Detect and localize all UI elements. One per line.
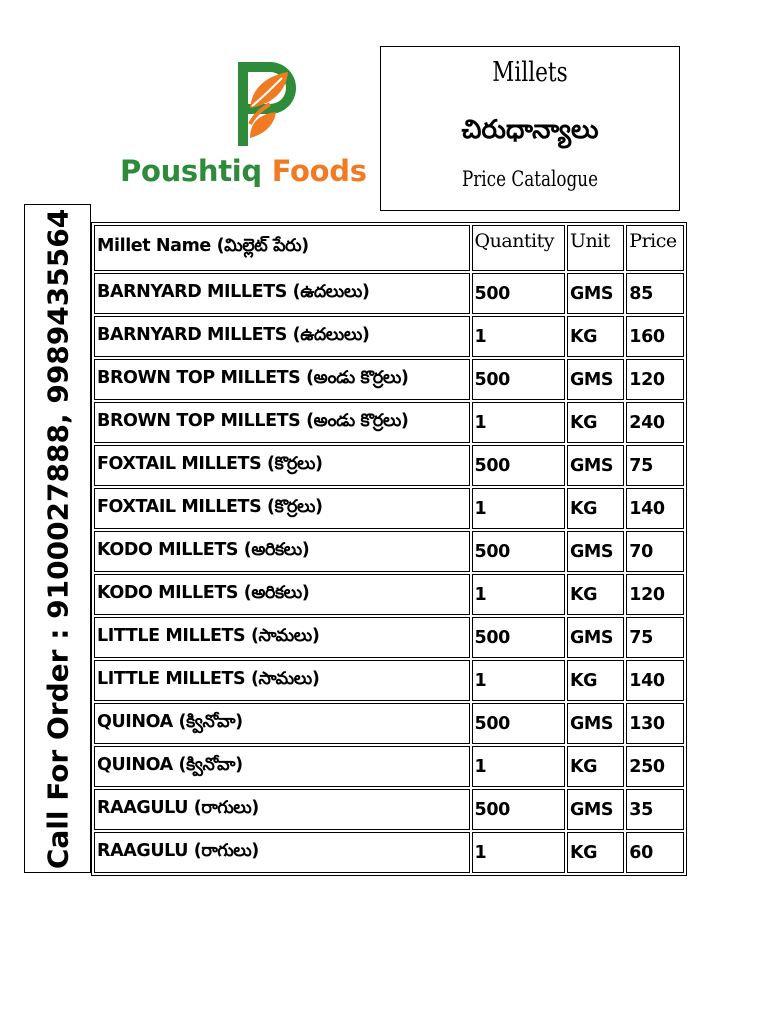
cell-unit: GMS xyxy=(567,273,624,314)
cell-millet-name: KODO MILLETS (అరికలు) xyxy=(94,531,470,572)
cell-millet-name: BROWN TOP MILLETS (అండు కొర్రలు) xyxy=(94,402,470,443)
cell-millet-name: QUINOA (క్వినోవా) xyxy=(94,703,470,744)
cell-price: 140 xyxy=(626,488,684,529)
cell-unit: GMS xyxy=(567,531,624,572)
table-row xyxy=(94,359,684,400)
table-header-row xyxy=(94,225,684,271)
cell-quantity: 1 xyxy=(472,832,565,873)
brand-name xyxy=(120,154,367,188)
table-row xyxy=(94,531,684,572)
table-row xyxy=(94,574,684,615)
cell-price: 120 xyxy=(626,359,684,400)
cell-unit: GMS xyxy=(567,617,624,658)
cell-quantity: 1 xyxy=(472,574,565,615)
cell-unit: KG xyxy=(567,660,624,701)
cell-millet-name: LITTLE MILLETS (సామలు) xyxy=(94,660,470,701)
cell-unit: KG xyxy=(567,832,624,873)
table-row xyxy=(94,273,684,314)
cell-unit: KG xyxy=(567,574,624,615)
brand-logo xyxy=(120,58,390,198)
page-title: Millets xyxy=(492,57,568,88)
cell-millet-name: BARNYARD MILLETS (ఉదలులు) xyxy=(94,273,470,314)
cell-millet-name: KODO MILLETS (అరికలు) xyxy=(94,574,470,615)
cell-quantity: 500 xyxy=(472,617,565,658)
cell-unit: GMS xyxy=(567,703,624,744)
table-row xyxy=(94,746,684,787)
cell-quantity: 500 xyxy=(472,703,565,744)
cell-quantity: 500 xyxy=(472,359,565,400)
cell-quantity: 1 xyxy=(472,402,565,443)
price-table xyxy=(91,222,687,876)
cell-millet-name: BROWN TOP MILLETS (అండు కొర్రలు) xyxy=(94,359,470,400)
table-row xyxy=(94,445,684,486)
cell-price: 75 xyxy=(626,617,684,658)
page-subtitle: Price Catalogue xyxy=(461,167,599,191)
table-row xyxy=(94,316,684,357)
cell-price: 130 xyxy=(626,703,684,744)
brand-name-part1: Poushtiq xyxy=(120,154,262,188)
table-row xyxy=(94,789,684,830)
cell-price: 120 xyxy=(626,574,684,615)
cell-millet-name: QUINOA (క్వినోవా) xyxy=(94,746,470,787)
cell-millet-name: FOXTAIL MILLETS (కొర్రలు) xyxy=(94,488,470,529)
table-row xyxy=(94,660,684,701)
title-box xyxy=(380,46,680,211)
cell-unit: GMS xyxy=(567,445,624,486)
cell-quantity: 500 xyxy=(472,789,565,830)
table-row xyxy=(94,703,684,744)
cell-price: 85 xyxy=(626,273,684,314)
table-row xyxy=(94,488,684,529)
cell-quantity: 500 xyxy=(472,273,565,314)
cell-quantity: 500 xyxy=(472,445,565,486)
cell-quantity: 1 xyxy=(472,746,565,787)
cell-price: 250 xyxy=(626,746,684,787)
cell-quantity: 500 xyxy=(472,531,565,572)
cell-millet-name: BARNYARD MILLETS (ఉదలులు) xyxy=(94,316,470,357)
contact-phone-text: Call For Order : 9100027888, 9989435564 xyxy=(41,208,74,869)
cell-millet-name: RAAGULU (రాగులు) xyxy=(94,789,470,830)
cell-quantity: 1 xyxy=(472,316,565,357)
cell-price: 160 xyxy=(626,316,684,357)
cell-price: 60 xyxy=(626,832,684,873)
cell-price: 75 xyxy=(626,445,684,486)
page-title-telugu: చిరుధాన్యాలు xyxy=(461,115,599,145)
table-row xyxy=(94,402,684,443)
brand-name-part2: Foods xyxy=(271,154,367,188)
header-millet-name: Millet Name (మిల్లెట్ పేరు) xyxy=(94,225,470,271)
cell-unit: KG xyxy=(567,488,624,529)
cell-price: 35 xyxy=(626,789,684,830)
cell-quantity: 1 xyxy=(472,660,565,701)
cell-millet-name: LITTLE MILLETS (సామలు) xyxy=(94,617,470,658)
cell-unit: KG xyxy=(567,402,624,443)
header-unit: Unit xyxy=(567,225,624,271)
contact-box xyxy=(24,204,91,873)
table-row xyxy=(94,832,684,873)
cell-unit: GMS xyxy=(567,789,624,830)
cell-unit: KG xyxy=(567,316,624,357)
cell-unit: GMS xyxy=(567,359,624,400)
cell-millet-name: RAAGULU (రాగులు) xyxy=(94,832,470,873)
cell-millet-name: FOXTAIL MILLETS (కొర్రలు) xyxy=(94,445,470,486)
leaf-p-logo-icon xyxy=(236,58,300,148)
cell-price: 240 xyxy=(626,402,684,443)
header-price: Price xyxy=(626,225,684,271)
header-quantity: Quantity xyxy=(472,225,565,271)
table-row xyxy=(94,617,684,658)
table-body xyxy=(94,273,684,873)
cell-quantity: 1 xyxy=(472,488,565,529)
cell-unit: KG xyxy=(567,746,624,787)
cell-price: 70 xyxy=(626,531,684,572)
cell-price: 140 xyxy=(626,660,684,701)
